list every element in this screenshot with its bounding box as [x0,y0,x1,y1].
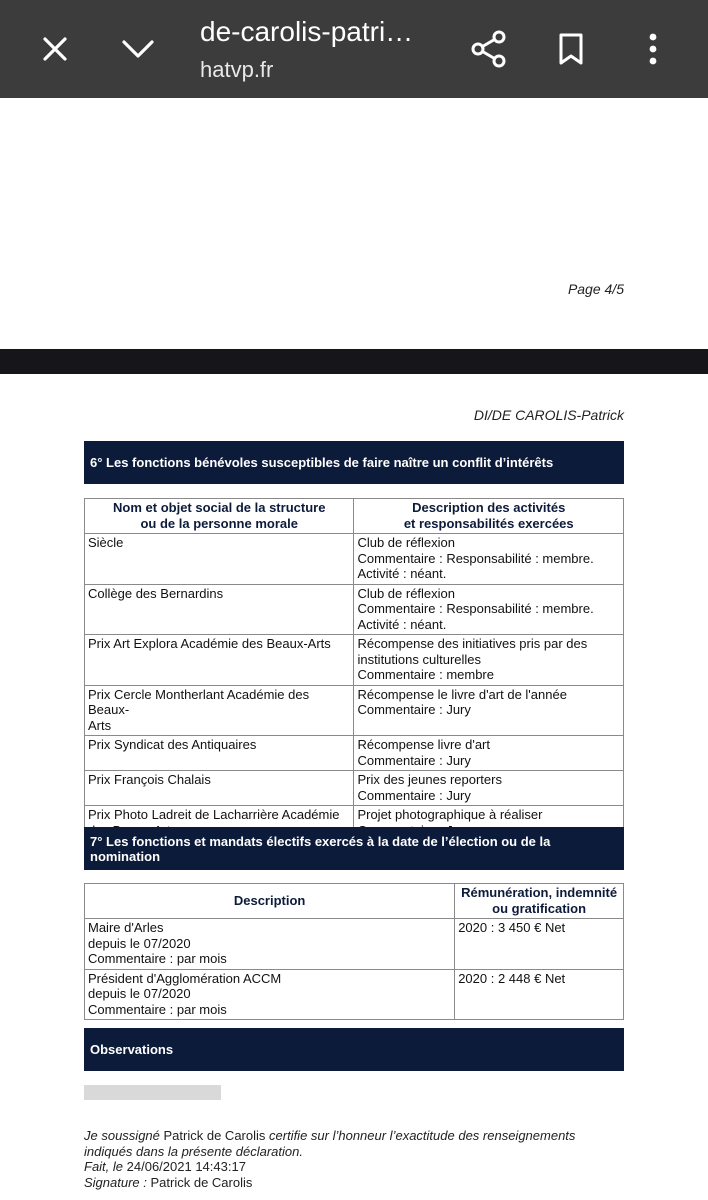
page-title: de-carolis-patri… [200,16,414,47]
table-row [85,635,624,686]
structure-name: Collège des Bernardins [85,584,354,635]
page-number: Page 4/5 [567,281,624,297]
mandate-description: Maire d'Arles depuis le 07/2020 Commentaire : par mois [85,919,455,970]
table-row [85,969,624,1020]
section-7-header [84,827,624,870]
declaration [84,1128,624,1190]
structure-name: Siècle [85,534,354,585]
declaration-date: Fait, le 24/06/2021 14:43:17 [84,1159,246,1174]
column-header-description: Description des activités et responsabilités exercées [354,499,624,534]
observations-header [84,1028,624,1071]
declaration-signature: Signature : Patrick de Carolis [84,1174,253,1190]
table-row [85,685,624,736]
section-6-title: 6° Les fonctions bénévoles susceptibles de faire naître un conflit d’intérêts [90,455,554,470]
section-6-table [84,498,624,841]
mandate-description: Président d'Agglomération ACCM depuis le 07/2020 Commentaire : par mois [85,969,455,1020]
activity-description: Projet photographique à réaliser [354,806,624,841]
structure-name: Prix Photo Ladreit de Lacharrière Académie [85,806,354,841]
section-7-title: 7° Les fonctions et mandats électifs exercés à la date de l’élection ou de la nomination [90,833,551,864]
close-icon[interactable] [30,24,80,74]
table-row [85,534,624,585]
bookmark-icon[interactable] [546,24,596,74]
redacted-block [84,1085,221,1100]
column-header-remuneration: Rémunération, indemnité ou gratification [455,884,624,919]
activity-description: Récompense livre d'art Commentaire : Jury [354,736,624,771]
structure-name: Prix Syndicat des Antiquaires [85,736,354,771]
table-header-row [85,499,624,534]
page-domain: hatvp.fr [200,57,274,82]
table-row [85,771,624,806]
table-row [85,919,624,970]
activity-description: Club de réflexion Commentaire : Responsabilité : membre. Activité : néant. [354,584,624,635]
structure-name: Prix Cercle Montherlant Académie des Beaux- Arts [85,685,354,736]
table-header-row [85,884,624,919]
structure-name: Prix François Chalais [85,771,354,806]
more-vert-icon[interactable] [628,24,678,74]
table-row [85,736,624,771]
activity-description: Prix des jeunes reporters Commentaire : Jury [354,771,624,806]
mandate-remuneration: 2020 : 2 448 € Net [455,969,624,1020]
mandate-remuneration: 2020 : 3 450 € Net [455,919,624,970]
section-7-table [84,883,624,1020]
activity-description: Récompense des initiatives pris par des institutions culturelles Commentaire : membre [354,635,624,686]
activity-description: Club de réflexion Commentaire : Responsabilité : membre. Activité : néant. [354,534,624,585]
page-divider [0,349,708,374]
app-toolbar [0,0,708,98]
observations-title: Observations [90,1042,174,1057]
chevron-down-icon[interactable] [113,24,163,74]
column-header-name: Nom et objet social de la structure ou de la personne morale [85,499,354,534]
share-icon[interactable] [464,24,514,74]
section-6-header [84,441,624,484]
structure-name: Prix Art Explora Académie des Beaux-Arts [85,635,354,686]
table-row [85,584,624,635]
declaration-statement: Je soussigné Patrick de Carolis certifie sur l’honneur l’exactitude des renseignements indiqués dans la présente déclaration. [84,1128,576,1159]
column-header-description: Description [85,884,455,919]
activity-description: Récompense le livre d'art de l'année Commentaire : Jury [354,685,624,736]
document-reference: DI/DE CAROLIS-Patrick [473,407,624,423]
